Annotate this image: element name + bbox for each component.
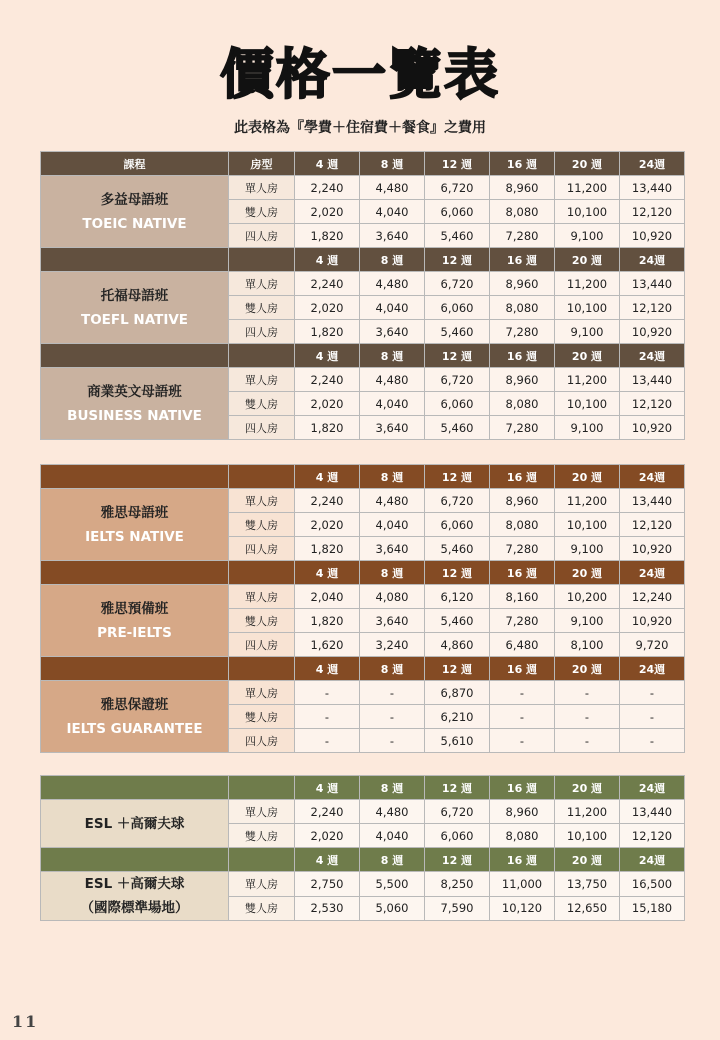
price-cell: - (555, 705, 620, 729)
price-cell: 8,100 (555, 633, 620, 657)
price-cell: 11,200 (555, 176, 620, 200)
price-cell: 2,020 (295, 824, 360, 848)
week-header: 4 週 (295, 657, 360, 681)
week-header: 20 週 (555, 657, 620, 681)
price-cell: 2,040 (295, 585, 360, 609)
room-type-cell: 單人房 (229, 681, 295, 705)
price-cell: 7,280 (490, 416, 555, 440)
price-cell: 12,120 (620, 392, 685, 416)
price-cell: 2,020 (295, 296, 360, 320)
week-header: 24週 (620, 561, 685, 585)
header-row (41, 344, 685, 368)
week-header: 4 週 (295, 152, 360, 176)
price-cell: 10,100 (555, 200, 620, 224)
course-name-en: IELTS NATIVE (85, 528, 184, 545)
price-cell: 6,060 (425, 296, 490, 320)
week-header: 12 週 (425, 465, 490, 489)
price-cell: 5,460 (425, 609, 490, 633)
price-cell: - (295, 705, 360, 729)
price-cell: 5,610 (425, 729, 490, 753)
price-cell: 11,200 (555, 800, 620, 824)
price-cell: 4,480 (360, 272, 425, 296)
price-cell: 7,280 (490, 609, 555, 633)
page-number: 11 (12, 1012, 39, 1031)
course-name-zh: ESL ＋高爾夫球 (84, 815, 185, 832)
room-type-header: 房型 (229, 152, 295, 176)
course-header (41, 848, 229, 872)
price-cell: - (620, 729, 685, 753)
course-header (41, 248, 229, 272)
price-table-native (40, 151, 685, 440)
room-type-header (229, 657, 295, 681)
page-title: 價格一覽表 (220, 43, 500, 106)
course-name-zh: 商業英文母語班 (87, 383, 182, 400)
price-cell: 10,920 (620, 320, 685, 344)
price-cell: 10,120 (490, 896, 555, 921)
week-header: 8 週 (360, 248, 425, 272)
week-header: 16 週 (490, 344, 555, 368)
price-cell: 12,120 (620, 296, 685, 320)
price-cell: 9,100 (555, 537, 620, 561)
table-row (41, 681, 685, 705)
header-row (41, 248, 685, 272)
room-type-cell: 四人房 (229, 729, 295, 753)
price-cell: 9,100 (555, 609, 620, 633)
price-cell: 4,480 (360, 176, 425, 200)
price-cell: 10,920 (620, 224, 685, 248)
week-header: 24週 (620, 465, 685, 489)
course-name-zh: 雅思預備班 (100, 600, 169, 617)
price-cell: 2,020 (295, 392, 360, 416)
week-header: 12 週 (425, 657, 490, 681)
price-cell: 8,960 (490, 489, 555, 513)
price-cell: 1,620 (295, 633, 360, 657)
table-row (41, 176, 685, 200)
week-header: 16 週 (490, 776, 555, 800)
price-cell: 6,720 (425, 800, 490, 824)
price-cell: 6,060 (425, 200, 490, 224)
price-cell: 8,080 (490, 824, 555, 848)
price-cell: 6,120 (425, 585, 490, 609)
price-table-esl-golf (40, 775, 685, 921)
room-type-cell: 雙人房 (229, 609, 295, 633)
week-header: 4 週 (295, 776, 360, 800)
week-header: 4 週 (295, 344, 360, 368)
price-cell: 13,440 (620, 489, 685, 513)
price-cell: 9,100 (555, 320, 620, 344)
price-cell: 10,100 (555, 824, 620, 848)
price-cell: - (360, 681, 425, 705)
price-cell: - (295, 681, 360, 705)
price-cell: 4,040 (360, 200, 425, 224)
week-header: 20 週 (555, 344, 620, 368)
price-table-ielts (40, 464, 685, 753)
course-name-en: TOEFL NATIVE (80, 311, 189, 328)
price-cell: 5,460 (425, 224, 490, 248)
header-row (41, 848, 685, 872)
week-header: 20 週 (555, 848, 620, 872)
price-cell: 1,820 (295, 224, 360, 248)
room-type-cell: 雙人房 (229, 200, 295, 224)
price-cell: - (360, 729, 425, 753)
price-cell: 2,240 (295, 800, 360, 824)
price-cell: 12,120 (620, 824, 685, 848)
price-cell: 5,460 (425, 416, 490, 440)
table-row (41, 272, 685, 296)
price-cell: 4,040 (360, 824, 425, 848)
course-name-zh: 托福母語班 (100, 287, 169, 304)
price-cell: 13,440 (620, 800, 685, 824)
header-row (41, 657, 685, 681)
week-header: 20 週 (555, 152, 620, 176)
price-cell: 3,640 (360, 416, 425, 440)
page-subtitle: 此表格為『學費＋住宿費＋餐食』之費用 (234, 120, 486, 136)
price-cell: 2,240 (295, 489, 360, 513)
room-type-cell: 單人房 (229, 368, 295, 392)
price-cell: 6,720 (425, 368, 490, 392)
week-header: 24週 (620, 344, 685, 368)
price-cell: 10,200 (555, 585, 620, 609)
week-header: 24週 (620, 248, 685, 272)
course-name-zh: 雅思保證班 (100, 696, 169, 713)
week-header: 12 週 (425, 776, 490, 800)
course-header (41, 344, 229, 368)
price-cell: 2,240 (295, 368, 360, 392)
price-cell: 10,920 (620, 416, 685, 440)
price-cell: 11,200 (555, 272, 620, 296)
room-type-cell: 單人房 (229, 176, 295, 200)
price-cell: - (490, 681, 555, 705)
room-type-cell: 四人房 (229, 416, 295, 440)
room-type-cell: 單人房 (229, 585, 295, 609)
price-cell: 6,480 (490, 633, 555, 657)
room-type-cell: 單人房 (229, 872, 295, 897)
room-type-header (229, 848, 295, 872)
table-row (41, 368, 685, 392)
week-header: 16 週 (490, 561, 555, 585)
price-cell: 13,440 (620, 272, 685, 296)
price-cell: 13,440 (620, 176, 685, 200)
price-cell: 4,040 (360, 392, 425, 416)
room-type-cell: 雙人房 (229, 296, 295, 320)
week-header: 20 週 (555, 776, 620, 800)
header-row (41, 465, 685, 489)
price-cell: 4,480 (360, 489, 425, 513)
price-cell: 7,590 (425, 896, 490, 921)
course-name-zh: 多益母語班 (100, 191, 169, 208)
price-cell: 2,020 (295, 200, 360, 224)
price-cell: 2,530 (295, 896, 360, 921)
price-cell: - (555, 729, 620, 753)
price-cell: 6,060 (425, 513, 490, 537)
week-header: 16 週 (490, 848, 555, 872)
week-header: 16 週 (490, 152, 555, 176)
price-cell: 3,240 (360, 633, 425, 657)
week-header: 24週 (620, 848, 685, 872)
price-cell: - (555, 681, 620, 705)
price-cell: 8,080 (490, 392, 555, 416)
price-cell: 8,960 (490, 176, 555, 200)
price-cell: 7,280 (490, 224, 555, 248)
price-cell: 1,820 (295, 609, 360, 633)
price-cell: - (360, 705, 425, 729)
course-name-cell (41, 176, 229, 248)
price-cell: 8,080 (490, 200, 555, 224)
price-cell: 7,280 (490, 537, 555, 561)
room-type-cell: 雙人房 (229, 392, 295, 416)
week-header: 12 週 (425, 561, 490, 585)
price-cell: 6,870 (425, 681, 490, 705)
price-cell: 5,460 (425, 537, 490, 561)
course-name-zh: 雅思母語班 (100, 504, 169, 521)
price-cell: 4,480 (360, 800, 425, 824)
course-header (41, 657, 229, 681)
price-cell: 10,100 (555, 296, 620, 320)
week-header: 12 週 (425, 248, 490, 272)
price-cell: 8,960 (490, 272, 555, 296)
price-cell: 1,820 (295, 416, 360, 440)
week-header: 12 週 (425, 152, 490, 176)
course-name-en: （國際標準場地） (80, 900, 189, 916)
price-cell: 9,100 (555, 224, 620, 248)
price-cell: 1,820 (295, 320, 360, 344)
price-cell: 2,240 (295, 272, 360, 296)
header-row (41, 776, 685, 800)
course-header (41, 776, 229, 800)
room-type-cell: 四人房 (229, 633, 295, 657)
room-type-cell: 單人房 (229, 272, 295, 296)
week-header: 4 週 (295, 465, 360, 489)
room-type-cell: 雙人房 (229, 896, 295, 921)
course-name-en: TOEIC NATIVE (82, 215, 187, 232)
price-cell: 7,280 (490, 320, 555, 344)
price-cell: 12,120 (620, 513, 685, 537)
price-cell: 10,100 (555, 513, 620, 537)
week-header: 24週 (620, 776, 685, 800)
price-cell: 4,080 (360, 585, 425, 609)
price-cell: 16,500 (620, 872, 685, 897)
price-cell: 5,060 (360, 896, 425, 921)
header-row (41, 152, 685, 176)
week-header: 20 週 (555, 248, 620, 272)
week-header: 8 週 (360, 465, 425, 489)
room-type-cell: 雙人房 (229, 513, 295, 537)
week-header: 4 週 (295, 248, 360, 272)
price-cell: 6,060 (425, 392, 490, 416)
price-cell: - (295, 729, 360, 753)
course-name-cell (41, 872, 229, 921)
week-header: 12 週 (425, 344, 490, 368)
room-type-cell: 雙人房 (229, 824, 295, 848)
price-cell: 12,240 (620, 585, 685, 609)
price-cell: - (620, 681, 685, 705)
price-cell: 3,640 (360, 320, 425, 344)
room-type-cell: 四人房 (229, 320, 295, 344)
course-name-en: PRE-IELTS (97, 624, 172, 641)
room-type-cell: 單人房 (229, 800, 295, 824)
course-name-cell (41, 272, 229, 344)
price-cell: - (490, 729, 555, 753)
price-cell: 4,860 (425, 633, 490, 657)
course-header (41, 561, 229, 585)
price-cell: 2,750 (295, 872, 360, 897)
price-cell: 8,250 (425, 872, 490, 897)
price-cell: 6,210 (425, 705, 490, 729)
price-cell: 10,100 (555, 392, 620, 416)
room-type-header (229, 561, 295, 585)
week-header: 8 週 (360, 776, 425, 800)
price-cell: 1,820 (295, 537, 360, 561)
price-cell: 6,720 (425, 272, 490, 296)
course-name-cell (41, 681, 229, 753)
room-type-cell: 單人房 (229, 489, 295, 513)
course-name-zh: ESL ＋高爾夫球 (84, 876, 185, 892)
course-header: 課程 (41, 152, 229, 176)
course-name-cell (41, 800, 229, 848)
week-header: 8 週 (360, 344, 425, 368)
price-cell: 8,960 (490, 800, 555, 824)
price-cell: 6,720 (425, 489, 490, 513)
table-row (41, 585, 685, 609)
week-header: 24週 (620, 152, 685, 176)
room-type-header (229, 344, 295, 368)
price-cell: - (490, 705, 555, 729)
week-header: 8 週 (360, 848, 425, 872)
course-name-cell (41, 489, 229, 561)
room-type-header (229, 248, 295, 272)
week-header: 8 週 (360, 561, 425, 585)
price-cell: 12,120 (620, 200, 685, 224)
price-cell: 3,640 (360, 609, 425, 633)
course-header (41, 465, 229, 489)
header-row (41, 561, 685, 585)
week-header: 24週 (620, 657, 685, 681)
price-cell: 12,650 (555, 896, 620, 921)
price-cell: - (620, 705, 685, 729)
table-row (41, 872, 685, 897)
week-header: 16 週 (490, 465, 555, 489)
price-cell: 10,920 (620, 609, 685, 633)
price-cell: 8,080 (490, 296, 555, 320)
price-cell: 3,640 (360, 224, 425, 248)
course-name-en: BUSINESS NATIVE (67, 407, 202, 424)
week-header: 16 週 (490, 657, 555, 681)
price-cell: 4,040 (360, 513, 425, 537)
price-cell: 9,100 (555, 416, 620, 440)
price-cell: 10,920 (620, 537, 685, 561)
price-cell: 4,480 (360, 368, 425, 392)
price-cell: 11,200 (555, 489, 620, 513)
price-cell: 6,060 (425, 824, 490, 848)
week-header: 8 週 (360, 152, 425, 176)
price-cell: 13,440 (620, 368, 685, 392)
week-header: 20 週 (555, 465, 620, 489)
price-cell: 9,720 (620, 633, 685, 657)
week-header: 16 週 (490, 248, 555, 272)
price-cell: 4,040 (360, 296, 425, 320)
week-header: 8 週 (360, 657, 425, 681)
price-cell: 3,640 (360, 537, 425, 561)
week-header: 4 週 (295, 561, 360, 585)
room-type-header (229, 776, 295, 800)
price-cell: 5,500 (360, 872, 425, 897)
price-cell: 13,750 (555, 872, 620, 897)
price-cell: 6,720 (425, 176, 490, 200)
course-name-cell (41, 585, 229, 657)
room-type-cell: 四人房 (229, 537, 295, 561)
price-cell: 5,460 (425, 320, 490, 344)
table-row (41, 800, 685, 824)
week-header: 20 週 (555, 561, 620, 585)
course-name-en: IELTS GUARANTEE (66, 720, 203, 737)
price-cell: 15,180 (620, 896, 685, 921)
price-cell: 2,020 (295, 513, 360, 537)
price-cell: 8,160 (490, 585, 555, 609)
room-type-cell: 雙人房 (229, 705, 295, 729)
week-header: 4 週 (295, 848, 360, 872)
price-cell: 8,960 (490, 368, 555, 392)
price-cell: 11,200 (555, 368, 620, 392)
course-name-cell (41, 368, 229, 440)
price-cell: 11,000 (490, 872, 555, 897)
week-header: 12 週 (425, 848, 490, 872)
price-cell: 2,240 (295, 176, 360, 200)
room-type-cell: 四人房 (229, 224, 295, 248)
table-row (41, 489, 685, 513)
price-cell: 8,080 (490, 513, 555, 537)
room-type-header (229, 465, 295, 489)
